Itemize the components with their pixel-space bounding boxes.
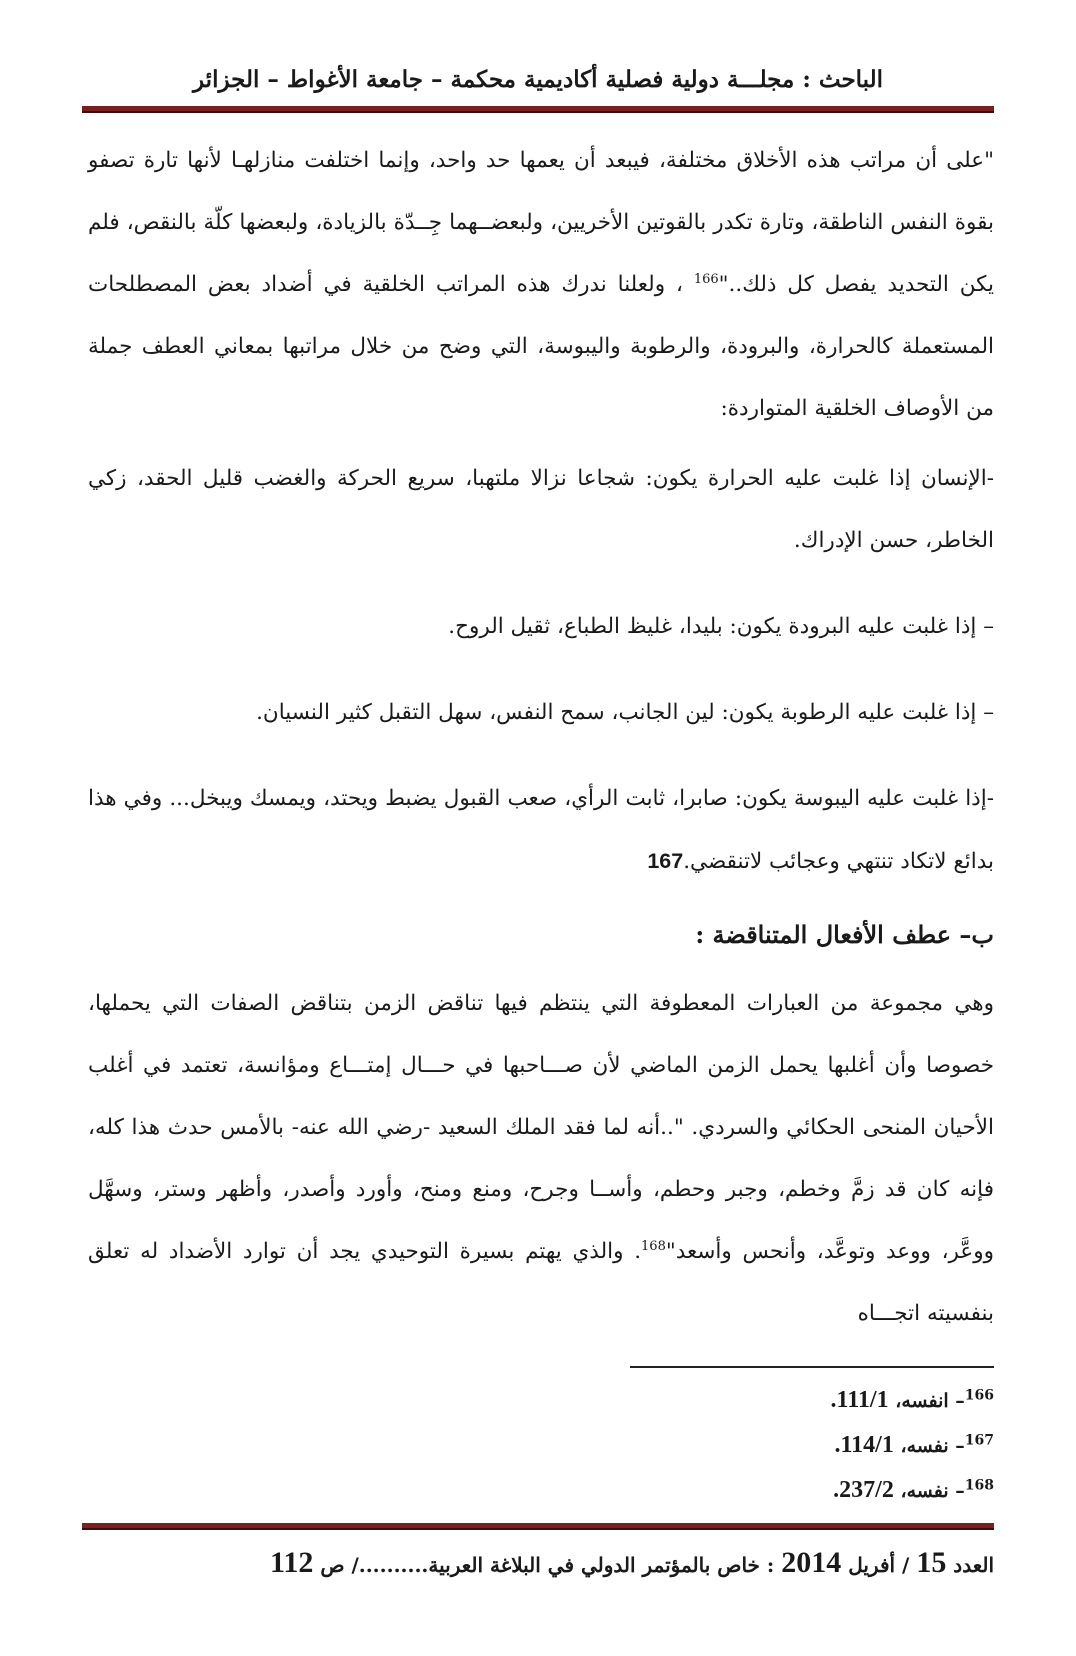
header-rule <box>82 106 994 113</box>
footnote-ref-168[interactable]: 168 <box>641 1238 666 1254</box>
list-item-heat: -الإنسان إذا غلبت عليه الحرارة يكون: شجاعا نزالا ملتهبا، سريع الحركة والغضب قليل الحقد، زكي الخاطر، حسن الإدراك. <box>88 466 994 553</box>
issue-month: أفريل <box>848 1553 896 1577</box>
issue-label: العدد <box>953 1553 994 1577</box>
paragraph-intro: "على أن مراتب هذه الأخلاق مختلفة، فيبعد أن يعمها حد واحد، وإنما اختلفت منازلهـا لأنها تارة تصفو بقوة النفس الناطقة، وتارة تكدر بالقوتين الأخريين، ولبعضــهما جِــدّة بالزيادة، ولبعضها كلّة بالنقص، فلم يكن التحديد يفصل كل ذلك.."$^{166}$ ، ولعلنا ندرك هذه المراتب الخلقية في أضداد بعض المصطلحات المستعملة كالحرارة، والبرودة، والرطوبة واليبوسة، التي وضح من خلال مراتبها بمعاني العطف جملة من الأوصاف الخلقية المتواردة: <box>88 148 994 421</box>
journal-title: الباحث : مجلـــة دولية فصلية أكاديمية محكمة – جامعة الأغواط – الجزائر <box>192 66 884 93</box>
page-footer: العدد 15 / أفريل 2014 : خاص بالمؤتمر الدولي في البلاغة العربية........../ ص 112 <box>269 1546 994 1579</box>
main-text <box>88 130 994 1345</box>
list-item-cold: – إذا غلبت عليه البرودة يكون: بليدا، غليظ الطباع، ثقيل الروح. <box>448 614 994 639</box>
list-item-moisture: – إذا غلبت عليه الرطوبة يكون: لين الجانب، سمح النفس، سهل التقبل كثير النسيان. <box>256 700 994 725</box>
section-heading: ب– عطف الأفعال المتناقضة : <box>695 920 994 949</box>
special-issue: : خاص بالمؤتمر الدولي في البلاغة العربية........../ ص <box>320 1553 775 1577</box>
footnote-167: $^{167}$– نفسه، 114/1. <box>834 1432 994 1458</box>
issue-year: 2014 <box>781 1546 842 1579</box>
footnote-ref-166[interactable]: 166 <box>693 271 719 287</box>
list-item-dryness: -إذا غلبت عليه اليبوسة يكون: صابرا، ثابت الرأي، صعب القبول يضبط ويحتد، ويمسك ويبخل... وفي هذا بدائع لاتكاد تنتهي وعجائب لاتنقضي.167 <box>88 786 994 874</box>
footnote-separator <box>630 1366 994 1368</box>
footnote-166: $^{166}$– انفسه، 111/1. <box>830 1387 994 1413</box>
page-header <box>92 60 984 100</box>
page-number: 112 <box>269 1546 314 1579</box>
issue-number: 15 <box>916 1546 947 1579</box>
paragraph-verbs: وهي مجموعة من العبارات المعطوفة التي ينتظم فيها تناقض الزمن بتناقض الصفات التي يحملها، خصوصا وأن أغلبها يحمل الزمن الماضي لأن صـــاحبها في حـــال إمتـــاع ومؤانسة، تعتمد في أغلب الأحيان المنحى الحكائي والسردي. "..أنه لما فقد الملك السعيد -رضي الله عنه- بالأمس حدث هذا كله، فإنه كان قد زمَّ وخطم، وجبر وحطم، وأســا وجرح، ومنع ومنح، وأورد وأصدر، وأظهر وستر، وسهَّل ووعَّر، ووعد وتوعَّد، وأنحس وأسعد"$^{168}$. والذي يهتم بسيرة التوحيدي يجد أن توارد الأضداد له تعلق بنفسيته اتجـــاه <box>88 991 994 1326</box>
footnotes <box>594 1378 994 1513</box>
footer-rule <box>82 1523 994 1530</box>
footnote-ref-167[interactable]: 167 <box>647 849 684 873</box>
footnote-168: $^{168}$– نفسه، 237/2. <box>833 1477 994 1503</box>
